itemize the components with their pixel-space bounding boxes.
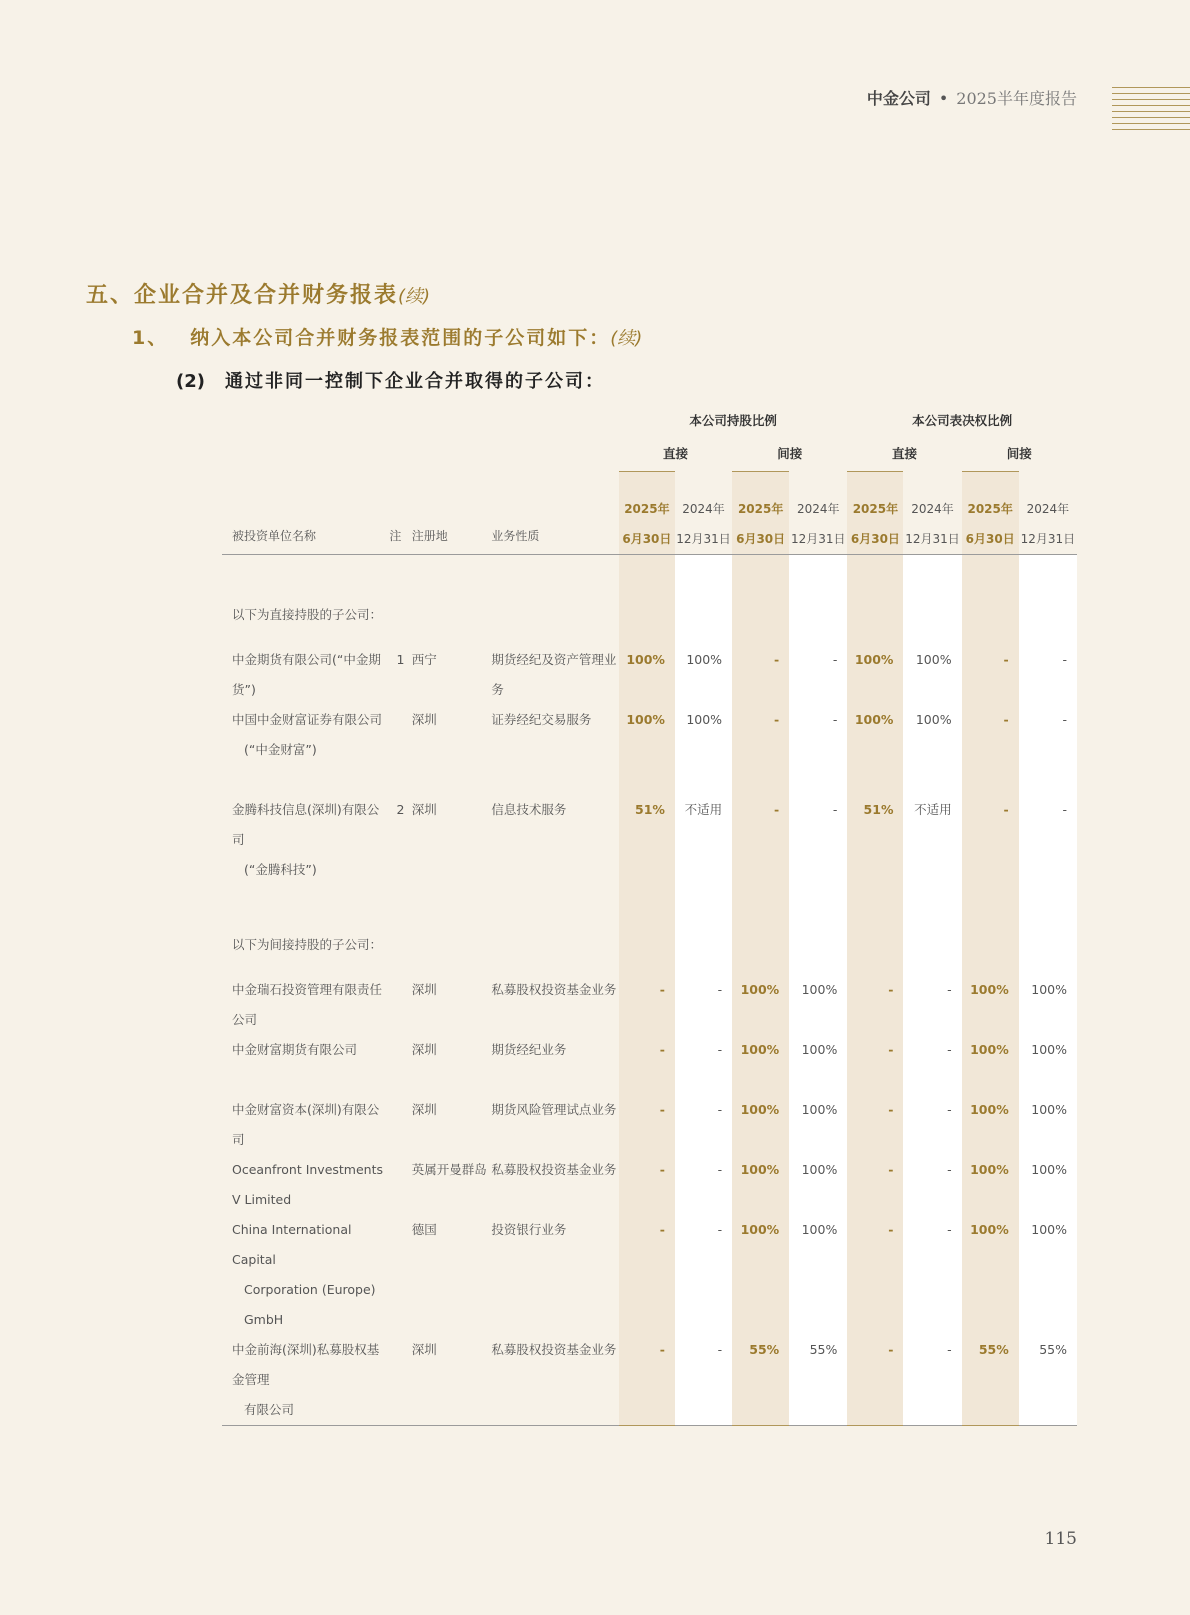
table-row	[222, 1215, 1077, 1335]
ratio-value: 51%	[847, 795, 903, 885]
ratio-value: -	[789, 645, 847, 705]
ratio-value: -	[903, 1155, 961, 1215]
note-ref	[389, 1335, 411, 1426]
ratio-value: -	[789, 705, 847, 795]
ratio-value: 100%	[962, 1215, 1019, 1335]
column-header-place: 注册地	[412, 472, 492, 555]
ratio-value: 100%	[619, 645, 675, 705]
ratio-value: 55%	[1019, 1335, 1077, 1426]
ratio-value: 55%	[789, 1335, 847, 1426]
ratio-value: 100%	[1019, 1035, 1077, 1095]
note-ref	[389, 1035, 411, 1095]
ratio-value: -	[847, 1035, 903, 1095]
subsidiary-name: 中金期货有限公司(“中金期货”)	[232, 651, 381, 697]
ratio-value: -	[903, 1095, 961, 1155]
ratio-value: -	[962, 705, 1019, 795]
ratio-value: 100%	[789, 1035, 847, 1095]
ratio-value: 100%	[732, 1035, 789, 1095]
column-header-date: 2025年 6月30日	[962, 472, 1019, 555]
header-voting-direct: 直接	[891, 446, 917, 461]
column-header-date: 2024年 12月31日	[789, 472, 847, 555]
ratio-value: 100%	[789, 1095, 847, 1155]
ratio-value: -	[903, 1335, 961, 1426]
subsidiary-name: 中金财富期货有限公司	[232, 1041, 358, 1057]
group-label: 以下为间接持股的子公司：	[232, 936, 383, 952]
business-nature: 期货经纪业务	[491, 1041, 567, 1057]
section-title	[86, 278, 430, 309]
business-nature: 期货风险管理试点业务	[491, 1101, 617, 1117]
business-nature: 证券经纪交易服务	[491, 711, 592, 727]
header-holding-direct: 直接	[662, 446, 688, 461]
item-title	[176, 367, 605, 393]
ratio-value: 100%	[732, 1095, 789, 1155]
subsection-title-cont: (续)	[610, 328, 643, 349]
business-nature: 私募股权投资基金业务	[491, 981, 617, 997]
subsidiary-name: 金腾科技信息(深圳)有限公司 (“金腾科技”)	[232, 801, 380, 877]
ratio-value: -	[1019, 645, 1077, 705]
ratio-value: 100%	[847, 705, 903, 795]
ratio-value: -	[847, 1215, 903, 1335]
column-header-date: 2025年 6月30日	[732, 472, 789, 555]
table-row	[222, 1035, 1077, 1095]
ratio-value: 51%	[619, 795, 675, 885]
ratio-value: -	[619, 1335, 675, 1426]
ratio-value: -	[675, 1095, 732, 1155]
ratio-value: 100%	[732, 1155, 789, 1215]
subsidiaries-table	[222, 405, 1077, 1426]
ratio-value: 100%	[962, 1035, 1019, 1095]
ratio-value: -	[847, 1095, 903, 1155]
ratio-value: -	[619, 1215, 675, 1335]
subsidiary-name: Oceanfront Investments V Limited	[232, 1161, 384, 1207]
registered-place: 深圳	[412, 1335, 492, 1426]
ratio-value: -	[619, 1035, 675, 1095]
table-row	[222, 975, 1077, 1035]
ratio-value: -	[732, 645, 789, 705]
note-ref	[389, 1215, 411, 1335]
header-report-title: 2025半年度报告	[956, 89, 1077, 108]
ratio-value: -	[903, 1215, 961, 1335]
running-header	[867, 86, 1077, 109]
column-header-date: 2024年 12月31日	[1019, 472, 1077, 555]
ratio-value: -	[847, 1155, 903, 1215]
ratio-value: 55%	[962, 1335, 1019, 1426]
spacer-row	[222, 885, 1077, 915]
group-label-row	[222, 585, 1077, 645]
ratio-value: -	[732, 705, 789, 795]
ratio-value: 100%	[675, 645, 732, 705]
ratio-value: 100%	[1019, 1095, 1077, 1155]
subsidiary-name: China International Capital Corporation (Europe) GmbH	[232, 1221, 376, 1327]
table-row	[222, 795, 1077, 885]
column-header-date: 2025年 6月30日	[619, 472, 675, 555]
header-voting-ratio: 本公司表决权比例	[912, 413, 1013, 428]
group-label: 以下为直接持股的子公司：	[232, 606, 383, 622]
ratio-value: -	[675, 1035, 732, 1095]
registered-place: 英属开曼群岛	[411, 1161, 487, 1177]
ratio-value: 55%	[732, 1335, 789, 1426]
item-title-text: 通过非同一控制下企业合并取得的子公司：	[224, 371, 605, 392]
header-holding-indirect: 间接	[777, 446, 803, 461]
header-company: 中金公司	[866, 89, 931, 108]
table-row	[222, 1095, 1077, 1155]
column-header-date: 2024年 12月31日	[675, 472, 732, 555]
subsection-title-text: 纳入本公司合并财务报表范围的子公司如下：	[190, 327, 611, 349]
ratio-value: 100%	[962, 975, 1019, 1035]
business-nature: 信息技术服务	[491, 801, 567, 817]
subsidiary-name: 中国中金财富证券有限公司 (“中金财富”)	[232, 711, 383, 757]
ratio-value: 100%	[1019, 975, 1077, 1035]
registered-place: 西宁	[411, 651, 437, 667]
ratio-value: -	[619, 975, 675, 1035]
ratio-value: -	[962, 795, 1019, 885]
ratio-value: -	[675, 1215, 732, 1335]
ratio-value: 100%	[1019, 1215, 1077, 1335]
ratio-value: 100%	[675, 705, 732, 795]
note-ref: 2	[396, 801, 405, 817]
registered-place: 深圳	[411, 711, 437, 727]
ratio-value: 不适用	[675, 795, 732, 885]
registered-place: 深圳	[411, 1101, 437, 1117]
business-nature: 私募股权投资基金业务	[491, 1335, 619, 1426]
header-holding-ratio: 本公司持股比例	[689, 413, 777, 428]
ratio-value: -	[675, 1335, 732, 1426]
ratio-value: 100%	[789, 975, 847, 1035]
ratio-value: -	[903, 1035, 961, 1095]
ratio-value: 100%	[1019, 1155, 1077, 1215]
ratio-value: -	[619, 1155, 675, 1215]
subsidiary-name: 中金瑞石投资管理有限责任公司	[232, 981, 383, 1027]
ratio-value: -	[732, 795, 789, 885]
ratio-value: -	[903, 975, 961, 1035]
column-header-note: 注	[389, 472, 411, 555]
ratio-value: -	[675, 975, 732, 1035]
header-voting-indirect: 间接	[1006, 446, 1032, 461]
ratio-value: -	[847, 1335, 903, 1426]
column-header-date: 2024年 12月31日	[903, 472, 961, 555]
spacer-row	[222, 554, 1077, 585]
registered-place: 德国	[411, 1221, 437, 1237]
ratio-value: 100%	[732, 975, 789, 1035]
ratio-value: 不适用	[903, 795, 961, 885]
header-separator: •	[938, 89, 949, 108]
note-ref	[389, 975, 411, 1035]
ratio-value: 100%	[732, 1215, 789, 1335]
note-ref	[389, 705, 411, 795]
registered-place: 深圳	[411, 801, 437, 817]
ratio-value: 100%	[962, 1155, 1019, 1215]
note-ref	[389, 1155, 411, 1215]
ratio-value: 100%	[962, 1095, 1019, 1155]
subsection-title	[132, 323, 642, 350]
subsidiary-name: 中金前海(深圳)私募股权基金管理 有限公司	[222, 1335, 389, 1426]
header-decoration-lines	[1112, 87, 1190, 135]
column-header-date: 2025年 6月30日	[847, 472, 903, 555]
ratio-value: -	[789, 795, 847, 885]
subsidiary-name: 中金财富资本(深圳)有限公司	[232, 1101, 380, 1147]
column-header-business: 业务性质	[491, 472, 619, 555]
ratio-value: -	[847, 975, 903, 1035]
item-number: (2)	[176, 371, 205, 392]
ratio-value: -	[1019, 705, 1077, 795]
note-ref: 1	[396, 651, 405, 667]
ratio-value: 100%	[789, 1155, 847, 1215]
table-row	[222, 645, 1077, 705]
business-nature: 期货经纪及资产管理业务	[491, 651, 617, 697]
subsection-number: 1、	[132, 327, 169, 349]
ratio-value: 100%	[847, 645, 903, 705]
ratio-value: -	[675, 1155, 732, 1215]
column-header-name: 被投资单位名称	[222, 472, 389, 555]
ratio-value: -	[1019, 795, 1077, 885]
note-ref	[389, 1095, 411, 1155]
ratio-value: -	[619, 1095, 675, 1155]
business-nature: 私募股权投资基金业务	[491, 1161, 617, 1177]
ratio-value: -	[962, 645, 1019, 705]
registered-place: 深圳	[411, 981, 437, 997]
ratio-value: 100%	[619, 705, 675, 795]
business-nature: 投资银行业务	[491, 1221, 567, 1237]
section-title-cont: (续)	[398, 286, 431, 307]
ratio-value: 100%	[903, 705, 961, 795]
ratio-value: 100%	[903, 645, 961, 705]
registered-place: 深圳	[411, 1041, 437, 1057]
table-row	[222, 1335, 1077, 1426]
table-row	[222, 705, 1077, 795]
ratio-value: 100%	[789, 1215, 847, 1335]
section-title-text: 五、企业合并及合并财务报表	[86, 283, 399, 308]
page-number: 115	[1044, 1529, 1077, 1549]
table-row	[222, 1155, 1077, 1215]
group-label-row	[222, 915, 1077, 975]
